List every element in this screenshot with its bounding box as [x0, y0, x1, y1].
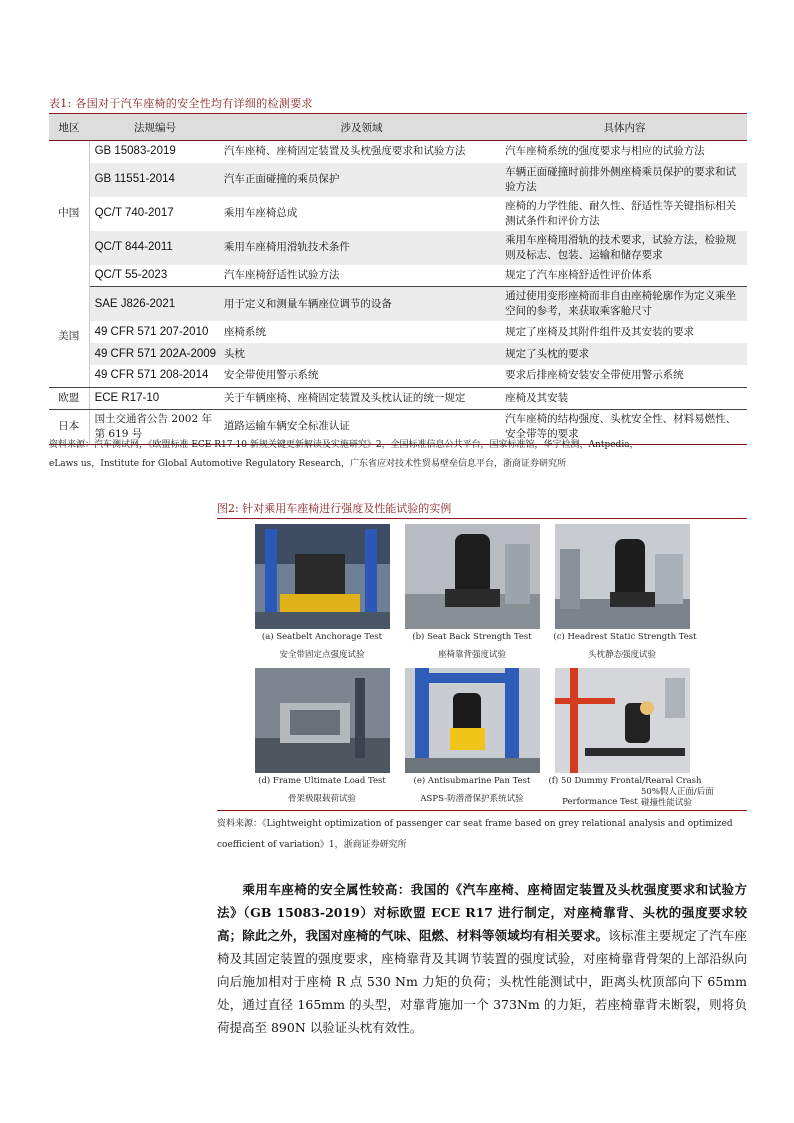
content-cell: 规定了头枕的要求	[502, 343, 747, 365]
content-cell: 规定了汽车座椅舒适性评价体系	[502, 265, 747, 287]
region-cell: 日本	[49, 409, 89, 444]
figure-source-line: 资料来源：《Lightweight optimization of passenger car seat frame based on grey relational analysis and optimized	[217, 819, 733, 829]
code-cell: QC/T 55-2023	[89, 265, 221, 287]
table-source-line: eLaws us，Institute for Global Automotive Regulatory Research，广东省应对技术性贸易壁垒信息平台，浙商证券研究所	[49, 459, 567, 469]
code-cell: ECE R17-10	[89, 387, 221, 409]
panel-c-caption-zh: 头枕静态强度试验	[587, 650, 656, 660]
field-cell: 乘用车座椅总成	[223, 207, 298, 219]
panel-e-caption: (e) Antisubmarine Pan Test	[413, 776, 531, 786]
panel-d-caption: (d) Frame Ultimate Load Test	[258, 776, 386, 786]
table-row	[49, 365, 747, 387]
header-field: 涉及领域	[221, 114, 502, 141]
table-row	[49, 163, 747, 197]
header-region: 地区	[49, 114, 89, 141]
figure-top-rule	[217, 518, 747, 519]
panel-a-caption: (a) Seatbelt Anchorage Test	[261, 632, 383, 642]
table-row	[49, 141, 747, 163]
content-cell: 座椅的力学性能、耐久性、舒适性等关键指标相关测试条件和评价方法	[505, 199, 737, 227]
table-source-line: 资料来源：汽车测试网，《欧盟标准 ECE R17-10 新规关键更新解读及实施研究》2，全国标准信息公共平台，国家标准馆，华宇检测，Antpedia，	[49, 440, 639, 450]
content-cell: 汽车座椅的结构强度、头枕安全性、材料易燃性、安全带等的要求	[502, 409, 747, 444]
code-cell: SAE J826-2021	[89, 287, 221, 322]
figure-bottom-rule	[217, 810, 747, 811]
code-cell: GB 11551-2014	[89, 163, 221, 197]
content-cell: 车辆正面碰撞时前排外侧座椅乘员保护的要求和试验方法	[502, 163, 747, 197]
panel-b-caption: (b) Seat Back Strength Test	[412, 632, 532, 642]
frame-ultimate-load-photo	[255, 668, 390, 773]
code-cell: QC/T 844-2011	[89, 231, 221, 265]
panel-f-caption-zh: 50%假人正面/后面碰撞性能试验	[641, 787, 714, 808]
field-cell: 道路运输车辆安全标准认证	[221, 409, 502, 444]
region-cell: 美国	[49, 287, 89, 388]
table-row	[49, 197, 747, 231]
paragraph-text: 该标准主要规定了汽车座椅及其固定装置的强度要求，座椅靠背及其调节装置的强度试验，对座椅靠背骨架的上部沿纵向向后施加相对于座椅 R 点 530 Nm 力矩的负荷；头枕性能测试中，距离头枕顶部向下 65mm 处，通过直径 165mm 的头型，对靠背施加一个 373Nm 的力矩，若座椅靠背未断裂，则将负荷提高至 890N 以验证头枕有效性。	[217, 928, 747, 1035]
regulation-table	[49, 114, 747, 445]
seat-back-strength-photo	[405, 524, 540, 629]
table-caption: 表1: 各国对于汽车座椅的安全性均有详细的检测要求	[49, 97, 313, 110]
table-row	[49, 387, 747, 409]
field-cell: 汽车正面碰撞的乘员保护	[221, 163, 502, 197]
field-cell: 头枕	[221, 343, 502, 365]
code-cell: 49 CFR 571 202A-2009	[89, 343, 221, 365]
field-cell: 关于车辆座椅、座椅固定装置及头枕认证的统一规定	[221, 387, 502, 409]
table-row	[49, 343, 747, 365]
region-cell: 欧盟	[49, 387, 89, 409]
content-cell: 规定了座椅及其附件组件及其安装的要求	[505, 325, 695, 338]
panel-d-caption-zh: 骨架极限载荷试验	[287, 794, 356, 804]
headrest-static-photo	[555, 524, 690, 629]
code-cell: QC/T 740-2017	[94, 207, 174, 219]
table-source	[49, 436, 749, 474]
dummy-crash-photo	[555, 668, 690, 773]
panel-e-caption-zh: ASPS-防潜滑保护系统试验	[420, 794, 524, 804]
panel-a-caption-zh: 安全带固定点强度试验	[279, 650, 365, 660]
antisubmarine-pan-photo	[405, 668, 540, 773]
table-row	[49, 287, 747, 322]
field-cell: 汽车座椅、座椅固定装置及头枕强度要求和试验方法	[223, 145, 466, 158]
panel-b-caption-zh: 座椅靠背强度试验	[437, 650, 506, 660]
figure-caption: 图2: 针对乘用车座椅进行强度及性能试验的实例	[217, 502, 452, 515]
field-cell: 座椅系统	[223, 325, 266, 338]
field-cell: 用于定义和测量车辆座位调节的设备	[221, 287, 502, 322]
figure-source-line: coefficient of variation》1，浙商证券研究所	[217, 840, 407, 850]
content-cell: 汽车座椅系统的强度要求与相应的试验方法	[505, 145, 705, 158]
table-header-row	[49, 114, 747, 141]
table-row	[49, 231, 747, 265]
code-cell: 49 CFR 571 208-2014	[89, 365, 221, 387]
panel-c-caption: (c) Headrest Static Strength Test	[553, 632, 697, 642]
code-cell: 国土交通省公告 2002 年第 619 号	[89, 409, 221, 444]
panel-f-caption-line2: Performance Test	[562, 797, 638, 807]
content-cell: 座椅及其安装	[502, 387, 747, 409]
header-content: 具体内容	[502, 114, 747, 141]
field-cell: 安全带使用警示系统	[221, 365, 502, 387]
header-code: 法规编号	[89, 114, 221, 141]
field-cell: 汽车座椅舒适性试验方法	[221, 265, 502, 287]
paragraph-bold-lead: 乘用车座椅的安全属性较高：我国的《汽车座椅、座椅固定装置及头枕强度要求和试验方法》（GB 15083-2019）对标欧盟 ECE R17 进行制定，对座椅靠背、头枕的强度要求较高；除此之外，我国对座椅的气味、阻燃、材料等领域均有相关要求。	[217, 882, 747, 943]
content-cell: 乘用车座椅用滑轨的技术要求，试验方法，检验规则及标志、包装、运输和储存要求	[502, 231, 747, 265]
field-cell: 乘用车座椅用滑轨技术条件	[221, 231, 502, 265]
code-cell: GB 15083-2019	[94, 145, 176, 158]
body-paragraph	[217, 878, 747, 1039]
seatbelt-anchorage-photo	[255, 524, 390, 629]
panel-f-caption: (f) 50 Dummy Frontal/Rearal Crash	[548, 776, 702, 786]
table-row	[49, 265, 747, 287]
code-cell: 49 CFR 571 207-2010	[94, 325, 209, 338]
content-cell: 要求后排座椅安装安全带使用警示系统	[502, 365, 747, 387]
figure-source	[217, 814, 747, 856]
region-cell: 中国	[49, 141, 89, 287]
table-row	[49, 321, 747, 343]
content-cell: 通过使用变形座椅而非自由座椅轮廓作为定义乘坐空间的参考，来获取乘客舱尺寸	[502, 287, 747, 322]
